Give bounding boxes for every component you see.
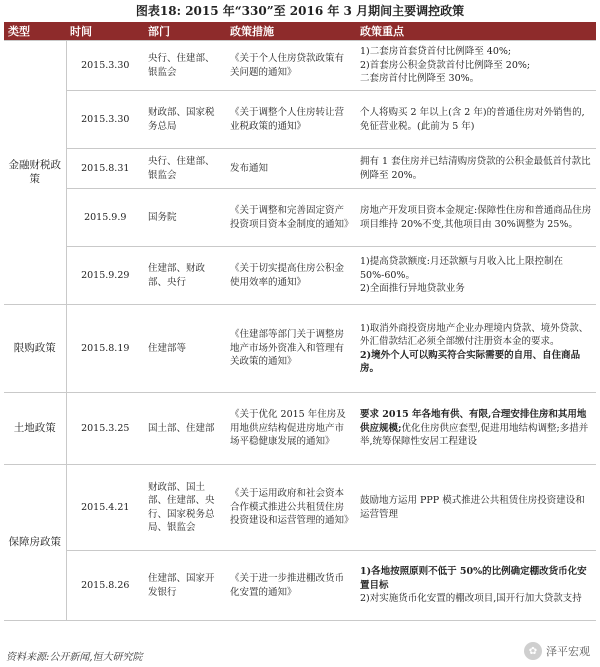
focus-cell — [356, 551, 596, 621]
focus-cell: 房地产开发项目资本金规定:保障性住房和普通商品住房项目维持 20%不变,其他项目由 30%调整为 25%。 — [356, 189, 596, 247]
focus-cell: 拥有 1 套住房并已结清购房贷款的公积金最低首付款比例降至 20%。 — [356, 149, 596, 189]
measure-cell: 《关于切实提高住房公积金使用效率的通知》 — [226, 247, 356, 305]
focus-text: 优化住房供应套型,促进用地结构调整;多措并举,统筹保障性安居工程建设 — [360, 422, 589, 448]
table-row — [4, 551, 596, 621]
focus-bold-text: 2)境外个人可以购买符合实际需要的自用、自住商品房。 — [360, 349, 581, 374]
focus-cell: 鼓励地方运用 PPP 模式推进公共租赁住房投资建设和运营管理 — [356, 465, 596, 551]
dept-cell: 住建部等 — [144, 305, 226, 393]
dept-cell: 财政部、国家税务总局 — [144, 91, 226, 149]
measure-cell: 《住建部等部门关于调整房地产市场外资准入和管理有关政策的通知》 — [226, 305, 356, 393]
table-row — [4, 305, 596, 393]
header-row — [4, 22, 596, 41]
date-cell: 2015.8.31 — [66, 149, 144, 189]
header-focus: 政策重点 — [356, 22, 596, 41]
category-cell: 金融财税政策 — [4, 41, 66, 305]
focus-text: 2)对实施货币化安置的棚改项目,国开行加大贷款支持 — [360, 593, 582, 605]
dept-cell: 国土部、住建部 — [144, 393, 226, 465]
table-title: 图表18: 2015 年“330”至 2016 年 3 月期间主要调控政策 — [135, 4, 465, 18]
focus-bold-text: 1)各地按照原则不低于 50%的比例确定棚改货币化安置目标 — [360, 566, 587, 591]
focus-cell: 个人将购买 2 年以上(含 2 年)的普通住房对外销售的,免征营业税。(此前为 5 年) — [356, 91, 596, 149]
measure-cell: 发布通知 — [226, 149, 356, 189]
table-row — [4, 41, 596, 91]
date-cell: 2015.9.9 — [66, 189, 144, 247]
date-cell: 2015.9.29 — [66, 247, 144, 305]
dept-cell: 国务院 — [144, 189, 226, 247]
focus-cell: 1)提高贷款额度:月还款额与月收入比上限控制在 50%-60%。 2)全面推行异地贷款业务 — [356, 247, 596, 305]
category-cell: 保障房政策 — [4, 465, 66, 621]
date-cell: 2015.3.25 — [66, 393, 144, 465]
table-row — [4, 189, 596, 247]
category-cell: 限购政策 — [4, 305, 66, 393]
date-cell: 2015.3.30 — [66, 91, 144, 149]
measure-cell: 《关于调整个人住房转让营业税政策的通知》 — [226, 91, 356, 149]
dept-cell: 央行、住建部、银监会 — [144, 149, 226, 189]
focus-cell — [356, 393, 596, 465]
measure-cell: 《关于调整和完善固定资产投资项目资本金制度的通知》 — [226, 189, 356, 247]
measure-cell: 《关于优化 2015 年住房及用地供应结构促进房地产市场平稳健康发展的通知》 — [226, 393, 356, 465]
dept-cell: 财政部、国土部、住建部、央行、国家税务总局、银监会 — [144, 465, 226, 551]
date-cell: 2015.8.26 — [66, 551, 144, 621]
table-row — [4, 91, 596, 149]
header-type: 类型 — [4, 22, 66, 41]
watermark — [524, 642, 590, 660]
header-date: 时间 — [66, 22, 144, 41]
measure-cell: 《关于运用政府和社会资本合作模式推进公共租赁住房投资建设和运营管理的通知》 — [226, 465, 356, 551]
measure-cell: 《关于个人住房贷款政策有关问题的通知》 — [226, 41, 356, 91]
table-row — [4, 393, 596, 465]
focus-bold-text: 要求 2015 年各地有供、有限,合理安排住房和其用地供应规模; — [360, 409, 587, 434]
header-dept: 部门 — [144, 22, 226, 41]
wechat-icon: ✿ — [524, 642, 542, 660]
category-cell: 土地政策 — [4, 393, 66, 465]
date-cell: 2015.8.19 — [66, 305, 144, 393]
focus-text: 1)取消外商投资房地产企业办理境内贷款、境外贷款、外汇借款结汇必须全部缴付注册资本金的要求。 — [360, 322, 589, 347]
measure-cell: 《关于进一步推进棚改货币化安置的通知》 — [226, 551, 356, 621]
table-row — [4, 149, 596, 189]
focus-cell — [356, 305, 596, 393]
date-cell: 2015.4.21 — [66, 465, 144, 551]
table-row — [4, 465, 596, 551]
dept-cell: 住建部、财政部、央行 — [144, 247, 226, 305]
source-note: 资料来源:公开新闻,恒大研究院 — [6, 652, 143, 663]
focus-cell: 1)二套房首套贷首付比例降至 40%; 2)首套房公积金贷款首付比例降至 20%; 二套房首付比例降至 30%。 — [356, 41, 596, 91]
watermark-text: 泽平宏观 — [546, 645, 590, 658]
date-cell: 2015.3.30 — [66, 41, 144, 91]
table-row — [4, 247, 596, 305]
dept-cell: 住建部、国家开发银行 — [144, 551, 226, 621]
policy-table — [4, 22, 596, 621]
header-measure: 政策措施 — [226, 22, 356, 41]
dept-cell: 央行、住建部、银监会 — [144, 41, 226, 91]
